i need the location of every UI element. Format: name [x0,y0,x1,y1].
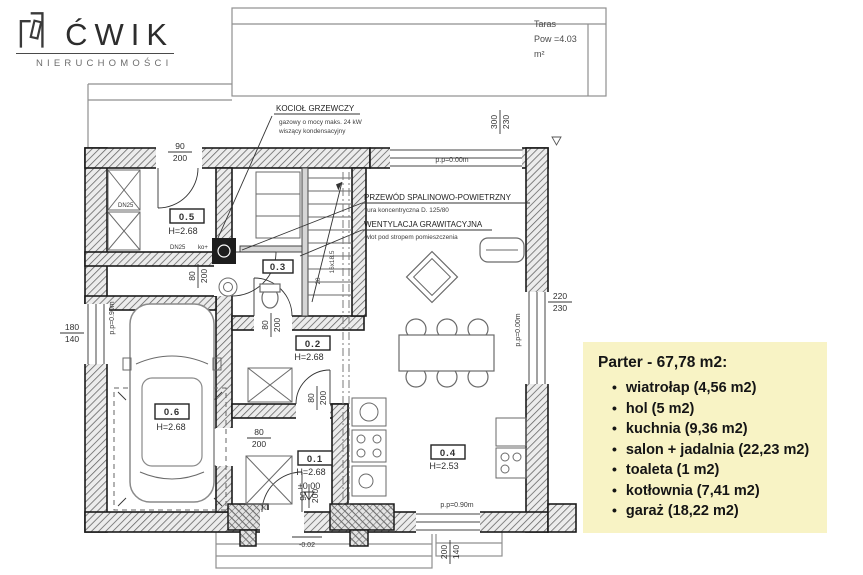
annotation-boiler [218,104,363,238]
dim-value: 200 [318,390,328,406]
room-label-kotlownia [168,209,204,236]
terrace-unit: m² [534,49,545,59]
flue-line1: rura koncentryczna D. 125/80 [365,207,449,214]
room-no: 0.4 [439,448,457,459]
wall-toaleta-bottom [232,316,364,333]
room-label-hol [294,336,330,362]
level-entry: -0.02 [299,542,315,549]
room-area-item [612,399,819,420]
annotation-vent [300,220,492,256]
logo-divider [16,53,174,54]
stairs-partition [302,168,308,316]
bullet-icon: • [612,502,617,519]
understairs-shaft [256,172,300,238]
stairs-tread-label: 28 [315,277,322,285]
dim-value: 140 [451,544,461,560]
sofa [480,238,524,262]
room-area-item [612,460,819,481]
logo-brand: ĆWIK [65,17,174,52]
wall-top-left [85,148,370,168]
pipe-label-1: DN25 [118,203,134,209]
room-no: 0.6 [163,407,181,418]
wall-kotlownia-bottom [85,252,232,266]
dim-value: 80 [254,427,264,437]
dim-door-80-a [187,264,209,288]
room-area-item [612,481,819,502]
boiler-unit [212,238,236,264]
logo-subtitle: NIERUCHOMOŚCI [36,58,173,69]
level-mark-icon [552,137,561,145]
rug-diamond [407,252,458,303]
room-height: H=2.68 [168,226,198,236]
room-area-item [612,419,819,440]
room-height: H=2.53 [429,461,459,471]
dim-value: 200 [172,153,188,163]
room-area-item [612,378,819,399]
bullet-icon: • [612,461,617,478]
dim-window-right [548,291,572,313]
area-summary-panel [583,342,827,533]
boiler-line1: gazowy o mocy maks. 24 kW [279,119,362,126]
window-left [83,304,109,364]
toilet-wc [260,284,280,308]
wall-wiatrolap-salon [332,404,348,512]
dim-value: 90 [175,141,185,151]
room-area-text: kotłownia (7,41 m2) [625,482,760,499]
wall-hol-wiatrolap [232,404,348,418]
dim-window-left [60,322,84,344]
dim-value: 230 [552,303,568,313]
terrace-label: Taras [534,19,557,29]
level-bottom: p.p=0.90m [440,502,474,509]
dim-value: 300 [489,114,499,130]
dim-value: 140 [64,334,80,344]
window-bottom-kitchen [416,510,480,534]
logo-house-icon [16,8,59,50]
room-area-item [612,440,819,461]
flue-title: PRZEWÓD SPALINOWO-POWIETRZNY [364,193,511,202]
room-area-text: wiatrołap (4,56 m2) [625,380,757,396]
bullet-icon: • [612,420,617,437]
dim-value: 80 [187,271,197,281]
dining-set [399,319,494,387]
car-icon [123,304,221,502]
wall-stub-bottom-right [548,504,576,532]
room-label-toaleta [263,260,293,273]
bullet-icon: • [612,440,617,457]
boiler-title: KOCIOŁ GRZEWCZY [276,104,355,113]
room-area-item [612,501,819,522]
stairs-run-label: 16x18.5 [329,250,336,274]
room-area-list [598,378,819,522]
level-top: p.p=0.00m [435,157,469,164]
dim-value: 200 [199,268,209,284]
dim-value: 80 [306,393,316,403]
room-height: H=2.68 [156,422,186,432]
dim-value: 220 [552,291,568,301]
dim-door-80-d [247,427,271,449]
room-no: 0.2 [304,339,322,350]
dim-value: 200 [439,544,449,560]
room-no: 0.5 [178,212,196,223]
room-label-salon [429,445,465,471]
room-area-text: salon + jadalnia (22,23 m2) [625,441,810,458]
vent-line1: wlot pod stropem pomieszczenia [365,234,458,241]
pipe-label-2: DN25 [170,245,186,251]
room-area-text: hol (5 m2) [625,400,695,417]
bullet-icon: • [612,379,617,395]
room-label-garaz [148,404,196,432]
window-right [524,292,550,384]
boiler-tag-label: ko+ [198,245,208,251]
dim-value: 230 [501,114,511,130]
room-height: H=2.68 [294,352,324,362]
wall-stairs-salon [352,168,366,316]
vent-title: WENTYLACJA GRAWITACYJNA [364,220,483,229]
room-level: ±0.00 [297,481,321,491]
dim-value: 180 [64,322,80,332]
dim-terrace-door [489,110,511,134]
logo [16,8,174,69]
area-summary-title: Parter - 67,78 m2: [598,354,728,371]
room-area-text: kuchnia (9,36 m2) [625,421,748,438]
dim-value: 200 [272,317,282,333]
bullet-icon: • [612,399,617,416]
room-no: 0.1 [306,454,324,465]
boiler-line2: wiszący kondensacyjny [279,128,346,135]
level-right: p.p=0.00m [515,313,522,347]
room-area-text: garaż (18,22 m2) [625,503,739,520]
terrace-area: Pow =4.03 [534,34,577,44]
room-no: 0.3 [269,262,287,273]
room-height: H=2.68 [296,467,326,477]
dim-value: 80 [260,320,270,330]
dim-value: 90 [298,491,308,501]
dim-value: 200 [310,488,320,504]
level-left: p.p=0.90m [109,301,116,335]
bullet-icon: • [612,481,617,498]
dim-value: 200 [251,439,267,449]
room-area-text: toaleta (1 m2) [625,462,720,479]
